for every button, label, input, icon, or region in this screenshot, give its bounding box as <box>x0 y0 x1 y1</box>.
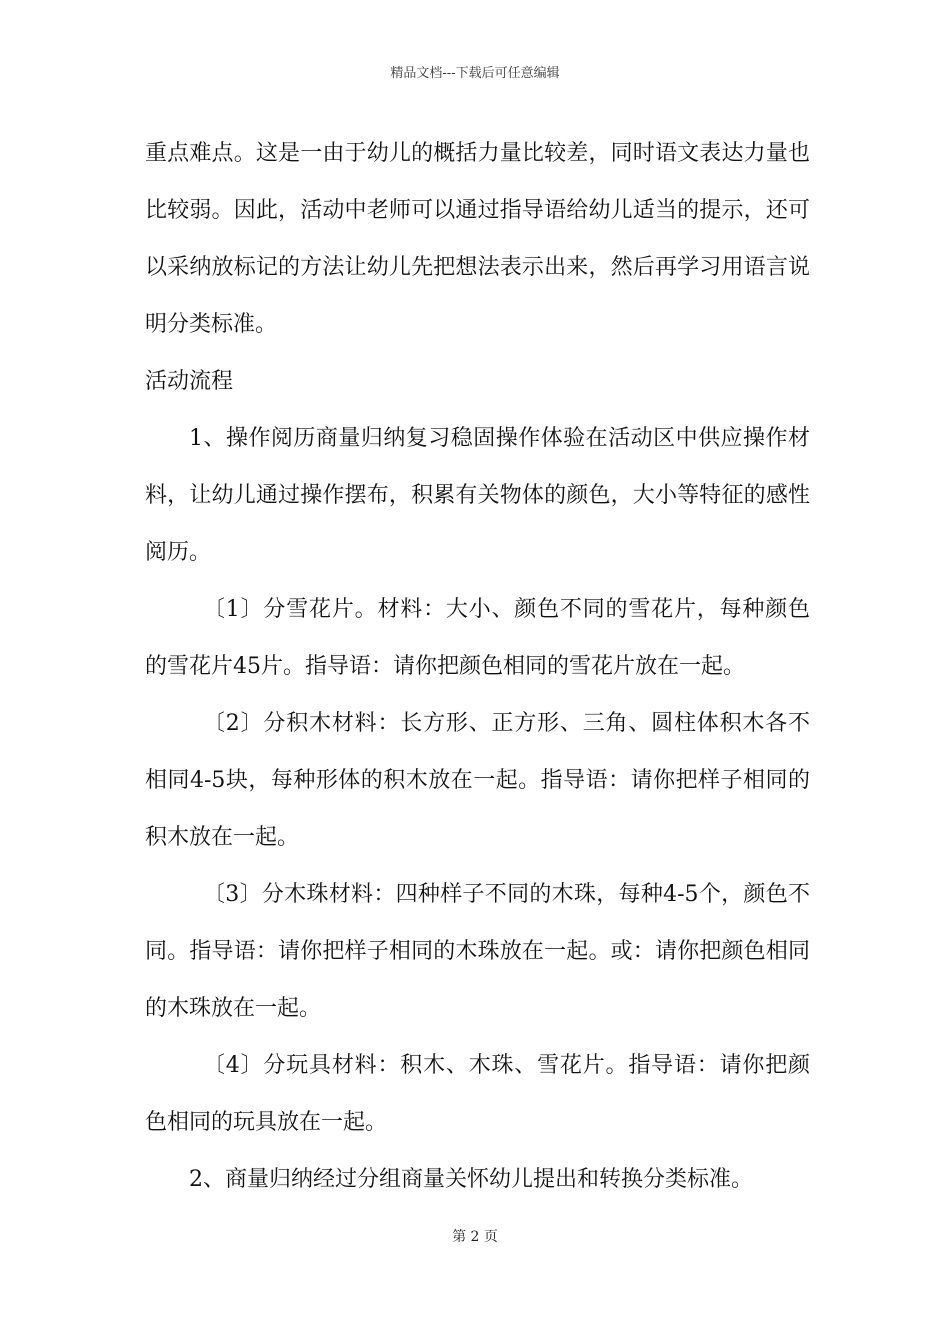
paragraph-item-2: 〔2〕分积木材料：长方形、正方形、三角、圆柱体积木各不相同4-5块，每种形体的积木放在一起。指导语：请你把样子相同的积木放在一起。 <box>145 711 810 850</box>
paragraph-step-1: 1、操作阅历商量归纳复习稳固操作体验在活动区中供应操作材料，让幼儿通过操作摆布，积累有关物体的颜色，大小等特征的感性阅历。 <box>145 426 810 565</box>
section-heading-activity-flow: 活动流程 <box>145 369 234 394</box>
paragraph-item-1: 〔1〕分雪花片。材料：大小、颜色不同的雪花片，每种颜色的雪花片45片。指导语：请你把颜色相同的雪花片放在一起。 <box>145 597 810 679</box>
paragraph-key-points: 重点难点。这是一由于幼儿的概括力量比较差，同时语文表达力量也比较弱。因此，活动中老师可以通过指导语给幼儿适当的提示，还可以采纳放标记的方法让幼儿先把想法表示出来，然后再学习用语言说明分类标准。 <box>145 141 810 337</box>
paragraph-step-2: 2、商量归纳经过分组商量关怀幼儿提出和转换分类标准。 <box>189 1167 753 1192</box>
page-header: 精品文档---下载后可任意编辑 <box>390 66 560 81</box>
paragraph-item-3: 〔3〕分木珠材料：四种样子不同的木珠，每种4-5个，颜色不同。指导语：请你把样子相同的木珠放在一起。或：请你把颜色相同的木珠放在一起。 <box>145 882 810 1021</box>
page-number: 第 2 页 <box>452 1229 498 1245</box>
paragraph-item-4: 〔4〕分玩具材料：积木、木珠、雪花片。指导语：请你把颜色相同的玩具放在一起。 <box>145 1053 810 1135</box>
document-body <box>145 125 810 1208</box>
